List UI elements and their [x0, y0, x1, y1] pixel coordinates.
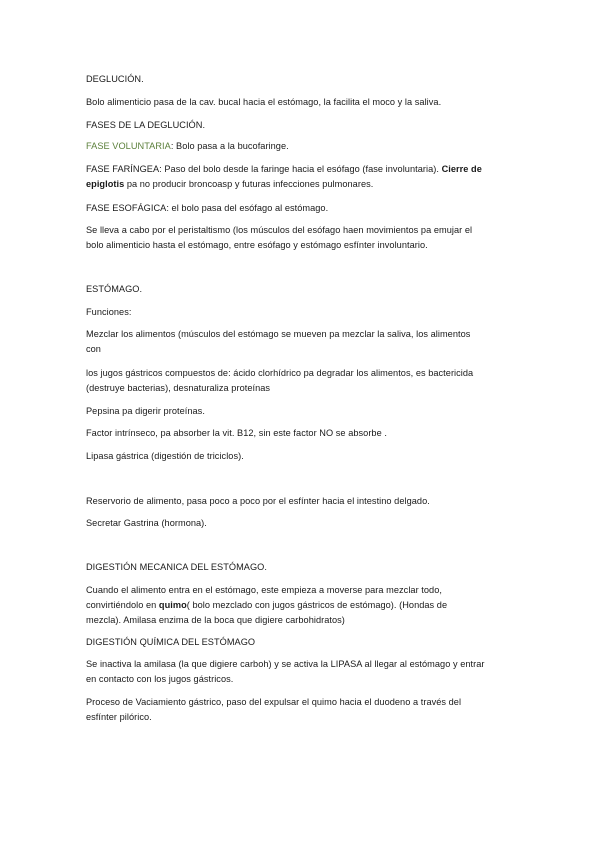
lipasa-line: Lipasa gástrica (digestión de triciclos). [86, 451, 244, 461]
fase-voluntaria-text: : Bolo pasa a la bucofaringe. [170, 141, 289, 151]
digestion-mecanica-title: DIGESTIÓN MECANICA DEL ESTÓMAGO. [86, 562, 267, 572]
mezclar-line1: Mezclar los alimentos (músculos del estómago se mueven pa mezclar la saliva, los alimentos [86, 329, 471, 339]
fase-voluntaria [86, 139, 516, 154]
jugos-line2: (destruye bacterias), desnaturaliza proteínas [86, 383, 271, 393]
deglucion-title: DEGLUCIÓN. [86, 74, 144, 84]
paragraph-bolo: Bolo alimenticio pasa de la cav. bucal hacia el estómago, la facilita el moco y la saliva. [86, 97, 442, 107]
peristaltismo-line1: Se lleva a cabo por el peristaltismo (los músculos del esófago haen movimientos pa emujar el [86, 225, 473, 235]
funciones-label: Funciones: [86, 307, 132, 317]
fase-faringea-text: FASE FARÍNGEA: Paso del bolo desde la faringe hacia el esófago (fase involuntaria). [86, 164, 439, 174]
vaciamiento-line2: esfínter pilórico. [86, 712, 152, 722]
vaciamiento-line1: Proceso de Vaciamiento gástrico, paso del expulsar el quimo hacia el duodeno a través del [86, 697, 462, 707]
digestion-quimica-title: DIGESTIÓN QUÍMICA DEL ESTÓMAGO [86, 637, 256, 647]
peristaltismo-line2: bolo alimenticio hasta el estómago, entre esófago y estómago esfínter involuntario. [86, 240, 428, 250]
fase-faringea-bold1: Cierre de [438, 164, 482, 174]
jugos-line1: los jugos gástricos compuestos de: ácido clorhídrico pa degradar los alimentos, es bactericida [86, 368, 474, 378]
pepsina-line: Pepsina pa digerir proteínas. [86, 406, 205, 416]
dig-mec-quimo: quimo [158, 600, 187, 610]
dig-mec-line3: mezcla). Amilasa enzima de la boca que digiere carbohidratos) [86, 615, 345, 625]
digestion-mecanica-paragraph [86, 583, 516, 628]
factor-line: Factor intrínseco, pa absorber la vit. B12, sin este factor NO se absorbe . [86, 428, 387, 438]
reservorio-line: Reservorio de alimento, pasa poco a poco por el esfínter hacia el intestino delgado. [86, 496, 430, 506]
mezclar-line2: con [86, 344, 101, 354]
gastrina-line: Secretar Gastrina (hormona). [86, 518, 207, 528]
fase-faringea-text2: pa no producir broncoasp y futuras infecciones pulmonares. [124, 179, 374, 189]
mezclar-paragraph [86, 327, 516, 357]
dig-qui-line2: en contacto con los jugos gástricos. [86, 674, 234, 684]
vaciamiento-paragraph [86, 695, 516, 725]
fases-title: FASES DE LA DEGLUCIÓN. [86, 120, 206, 130]
dig-mec-line2c: ( bolo mezclado con jugos gástricos de estómago). (Hondas de [186, 600, 448, 610]
fase-esofagica: FASE ESOFÁGICA: el bolo pasa del esófago al estómago. [86, 203, 329, 213]
dig-mec-line2a: convirtiéndolo en [86, 600, 159, 610]
jugos-paragraph [86, 366, 516, 396]
estomago-title: ESTÓMAGO. [86, 284, 143, 294]
fase-faringea-bold2: epiglotis [86, 179, 125, 189]
fase-faringea [86, 162, 516, 192]
fase-voluntaria-label: FASE VOLUNTARIA [86, 141, 171, 151]
digestion-quimica-paragraph [86, 657, 516, 687]
dig-mec-line1: Cuando el alimento entra en el estómago, este empieza a moverse para mezclar todo, [86, 585, 442, 595]
dig-qui-line1: Se inactiva la amilasa (la que digiere carboh) y se activa la LIPASA al llegar al estómago y entrar [86, 659, 485, 669]
peristaltismo-paragraph [86, 223, 516, 253]
